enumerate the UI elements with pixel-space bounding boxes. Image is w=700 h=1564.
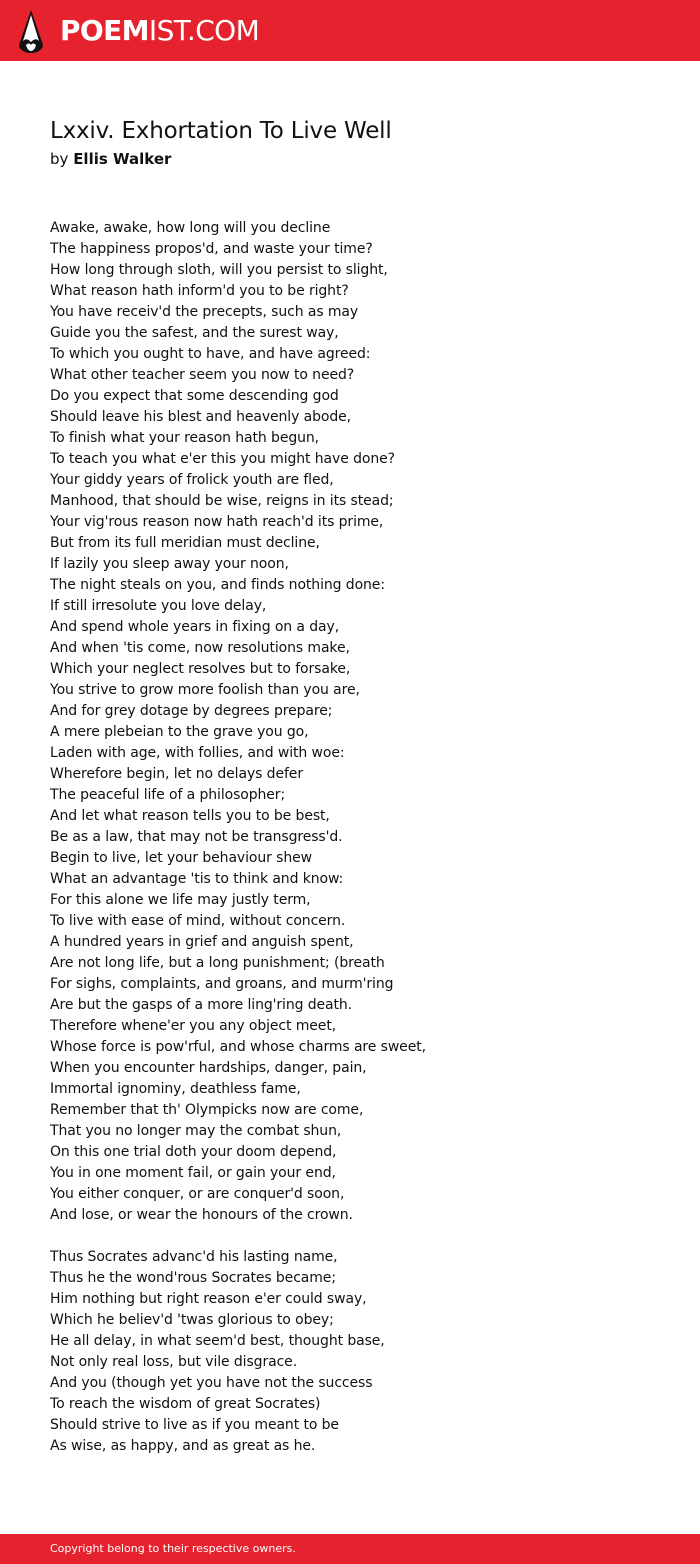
poem-line: When you encounter hardships, danger, pain,	[50, 1060, 367, 1076]
poem-line: You have receiv'd the precepts, such as may	[50, 304, 359, 320]
poem-line: Your vig'rous reason now hath reach'd its prime,	[50, 514, 384, 530]
poem-line: The happiness propos'd, and waste your time?	[50, 241, 373, 257]
poem-line: Him nothing but right reason e'er could sway,	[50, 1291, 367, 1307]
poem-line: Which he believ'd 'twas glorious to obey;	[50, 1312, 334, 1328]
poem-stanza	[50, 218, 650, 1226]
poem-line: That you no longer may the combat shun,	[50, 1123, 342, 1139]
poem-line: Laden with age, with follies, and with woe:	[50, 745, 345, 761]
poem-line: And when 'tis come, now resolutions make,	[50, 640, 350, 656]
poem-line: And for grey dotage by degrees prepare;	[50, 703, 333, 719]
site-header	[0, 0, 700, 61]
poem-line: Should leave his blest and heavenly abode,	[50, 409, 352, 425]
poem-line: Thus he the wond'rous Socrates became;	[50, 1270, 336, 1286]
poem-line: The peaceful life of a philosopher;	[50, 787, 286, 803]
site-logo-link[interactable]	[18, 8, 259, 54]
poem-line: Are but the gasps of a more ling'ring death.	[50, 997, 353, 1013]
poem-line: Guide you the safest, and the surest way,	[50, 325, 339, 341]
poem-line: To which you ought to have, and have agreed:	[50, 346, 371, 362]
poem-line: For this alone we life may justly term,	[50, 892, 311, 908]
poem-body	[50, 218, 650, 1478]
poem-line: What reason hath inform'd you to be right?	[50, 283, 349, 299]
poem-line: Are not long life, but a long punishment; (breath	[50, 955, 385, 971]
poem-line: To teach you what e'er this you might have done?	[50, 451, 395, 467]
poem-line: Be as a law, that may not be transgress'd.	[50, 829, 343, 845]
poem-line: What an advantage 'tis to think and know:	[50, 871, 344, 887]
poem-line: Thus Socrates advanc'd his lasting name,	[50, 1249, 338, 1265]
poem-line: And let what reason tells you to be best,	[50, 808, 330, 824]
poem-line: Therefore whene'er you any object meet,	[50, 1018, 337, 1034]
poem-line: To reach the wisdom of great Socrates)	[50, 1396, 321, 1412]
poem-line: Which your neglect resolves but to forsake,	[50, 661, 351, 677]
poem-line: And spend whole years in fixing on a day,	[50, 619, 340, 635]
poem-line: As wise, as happy, and as great as he.	[50, 1438, 316, 1454]
copyright-text: Copyright belong to their respective owners.	[50, 1542, 296, 1555]
poem-line: You strive to grow more foolish than you are,	[50, 682, 360, 698]
site-logo-text	[60, 14, 260, 47]
poem-header	[50, 115, 650, 170]
poem-line: You in one moment fail, or gain your end,	[50, 1165, 336, 1181]
poem-line: To live with ease of mind, without concern.	[50, 913, 346, 929]
pencil-tip-icon	[18, 10, 44, 53]
author-link[interactable]: Ellis Walker	[73, 150, 172, 168]
by-label: by	[50, 150, 69, 168]
poem-line: For sighs, complaints, and groans, and murm'ring	[50, 976, 394, 992]
poem-line: On this one trial doth your doom depend,	[50, 1144, 337, 1160]
poem-line: What other teacher seem you now to need?	[50, 367, 355, 383]
poem-title: Lxxiv. Exhortation To Live Well	[50, 118, 392, 144]
poem-line: You either conquer, or are conquer'd soon,	[50, 1186, 345, 1202]
poem-stanza	[50, 1247, 650, 1457]
poem-line: Manhood, that should be wise, reigns in its stead;	[50, 493, 394, 509]
poem-line: Whose force is pow'rful, and whose charms are sweet,	[50, 1039, 426, 1055]
poem-line: Wherefore begin, let no delays defer	[50, 766, 303, 782]
poem-line: The night steals on you, and finds nothing done:	[50, 577, 385, 593]
poem-line: But from its full meridian must decline,	[50, 535, 320, 551]
poem-line: Should strive to live as if you meant to be	[50, 1417, 339, 1433]
poem-line: A mere plebeian to the grave you go,	[50, 724, 309, 740]
poem-line: To finish what your reason hath begun,	[50, 430, 320, 446]
poem-line: Not only real loss, but vile disgrace.	[50, 1354, 298, 1370]
poem-line: A hundred years in grief and anguish spent,	[50, 934, 354, 950]
poem-line: He all delay, in what seem'd best, thought base,	[50, 1333, 385, 1349]
poem-line: And you (though yet you have not the success	[50, 1375, 373, 1391]
poem-line: Immortal ignominy, deathless fame,	[50, 1081, 301, 1097]
site-name-bold: POEM	[60, 14, 149, 47]
site-name-rest: IST.COM	[148, 14, 260, 47]
poem-line: Begin to live, let your behaviour shew	[50, 850, 312, 866]
poem-line: And lose, or wear the honours of the crown.	[50, 1207, 353, 1223]
poem-byline	[50, 148, 650, 170]
poem-line: How long through sloth, will you persist to slight,	[50, 262, 388, 278]
poem-line: If still irresolute you love delay,	[50, 598, 267, 614]
poem-line: Awake, awake, how long will you decline	[50, 220, 331, 236]
poem-line: Your giddy years of frolick youth are fled,	[50, 472, 334, 488]
site-footer	[0, 1534, 700, 1564]
poem-line: If lazily you sleep away your noon,	[50, 556, 289, 572]
poem-line: Remember that th' Olympicks now are come,	[50, 1102, 364, 1118]
poem-line: Do you expect that some descending god	[50, 388, 339, 404]
